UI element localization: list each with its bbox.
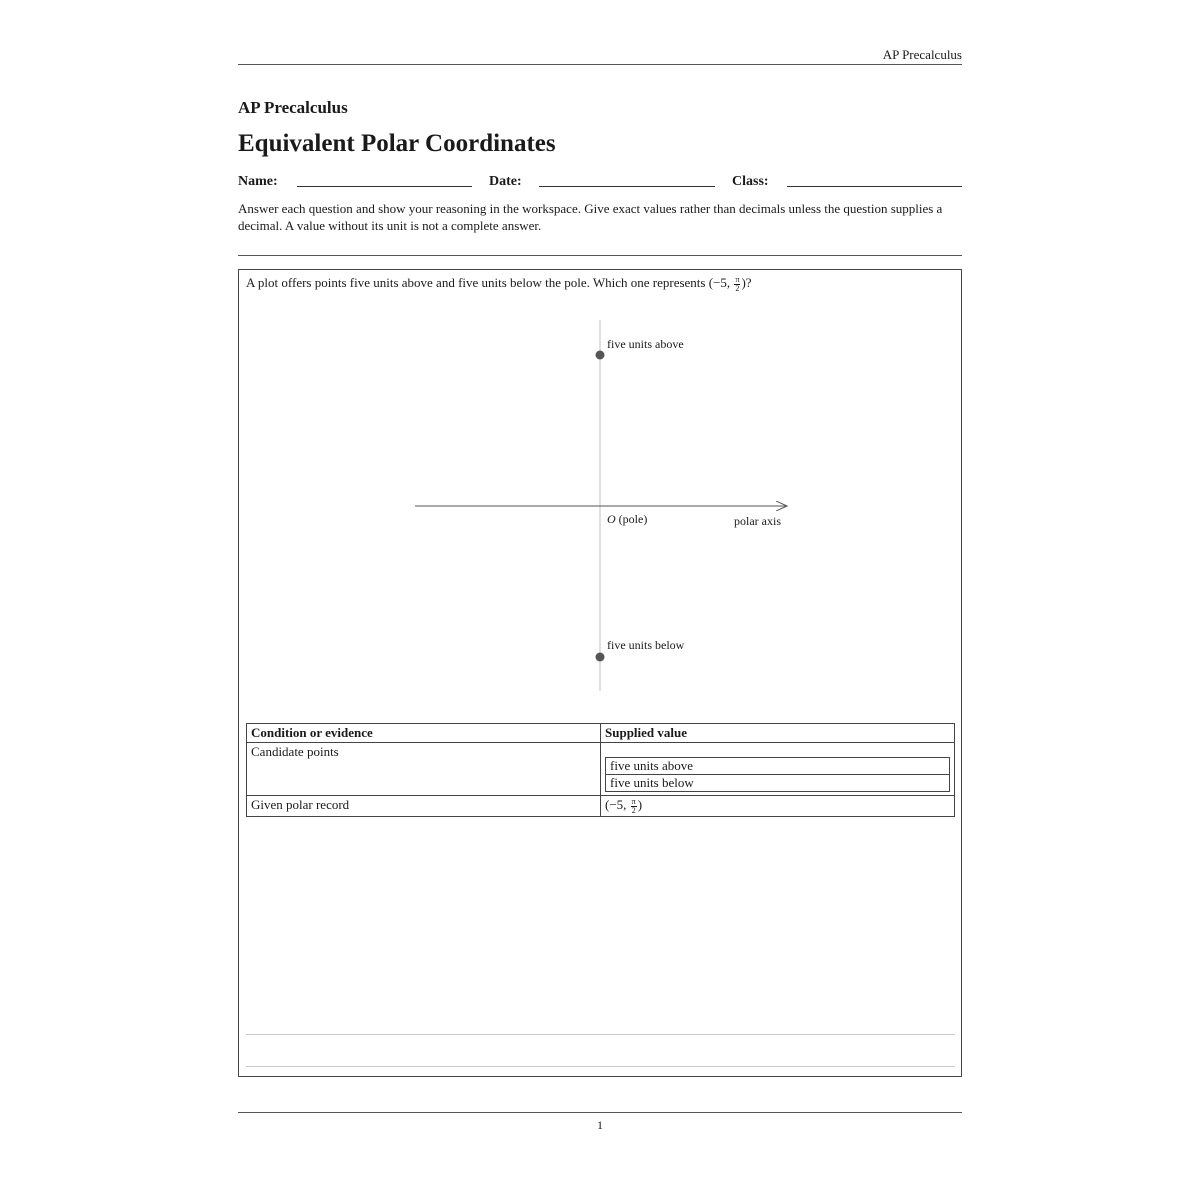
name-label: Name: xyxy=(238,174,278,189)
point-above-label: five units above xyxy=(607,337,684,351)
student-info-fields xyxy=(238,174,962,194)
prompt-coord-start: (−5, xyxy=(708,275,734,290)
record-end: ) xyxy=(637,797,643,812)
table-header-row xyxy=(247,724,955,743)
record-start: (−5, xyxy=(605,797,630,812)
pole-symbol: O xyxy=(607,512,616,526)
polar-axis-label: polar axis xyxy=(734,514,781,528)
class-label: Class: xyxy=(732,174,769,189)
page-number: 1 xyxy=(597,1118,603,1132)
row-value-record xyxy=(601,796,955,817)
workspace-line[interactable] xyxy=(246,1066,955,1067)
prompt-text: A plot offers points five units above and five units below the pole. Which one represents xyxy=(246,275,709,290)
column-header-condition: Condition or evidence xyxy=(247,724,601,743)
running-header: AP Precalculus xyxy=(882,47,962,62)
date-label: Date: xyxy=(489,174,522,189)
candidate-item-above: five units above xyxy=(606,758,950,775)
fraction-denominator: 2 xyxy=(735,283,740,293)
pole-text: (pole) xyxy=(615,512,648,526)
candidate-item-below: five units below xyxy=(606,775,950,792)
row-value-candidates xyxy=(601,743,955,796)
footer-rule xyxy=(238,1112,962,1113)
table-row xyxy=(247,743,955,796)
class-field[interactable] xyxy=(787,186,962,187)
fraction-numerator: π xyxy=(735,274,740,284)
record-fraction xyxy=(631,798,637,815)
pole-label xyxy=(607,512,647,526)
evidence-table xyxy=(246,723,955,817)
name-field[interactable] xyxy=(297,186,472,187)
prompt-coord-end: )? xyxy=(741,275,752,290)
record-fraction-denominator: 2 xyxy=(631,805,636,815)
page-title: Equivalent Polar Coordinates xyxy=(238,130,556,157)
workspace-line[interactable] xyxy=(246,1034,955,1035)
record-fraction-numerator: π xyxy=(631,796,636,806)
row-condition-candidates: Candidate points xyxy=(247,743,601,796)
point-below[interactable] xyxy=(596,653,605,662)
column-header-value: Supplied value xyxy=(601,724,955,743)
polar-plot xyxy=(239,270,961,710)
question-box xyxy=(238,269,962,1077)
row-condition-record: Given polar record xyxy=(247,796,601,817)
candidate-list xyxy=(605,757,950,792)
instructions: Answer each question and show your reasoning in the workspace. Give exact values rather than decimals unless the question supplies a decimal. A value without its unit is not a complete answer. xyxy=(238,201,943,233)
course-heading: AP Precalculus xyxy=(238,98,348,117)
point-below-label: five units below xyxy=(607,638,685,652)
point-above[interactable] xyxy=(596,351,605,360)
section-rule xyxy=(238,255,962,256)
table-row xyxy=(247,796,955,817)
worksheet-page xyxy=(238,0,962,1200)
date-field[interactable] xyxy=(539,186,715,187)
header-rule xyxy=(238,64,962,65)
